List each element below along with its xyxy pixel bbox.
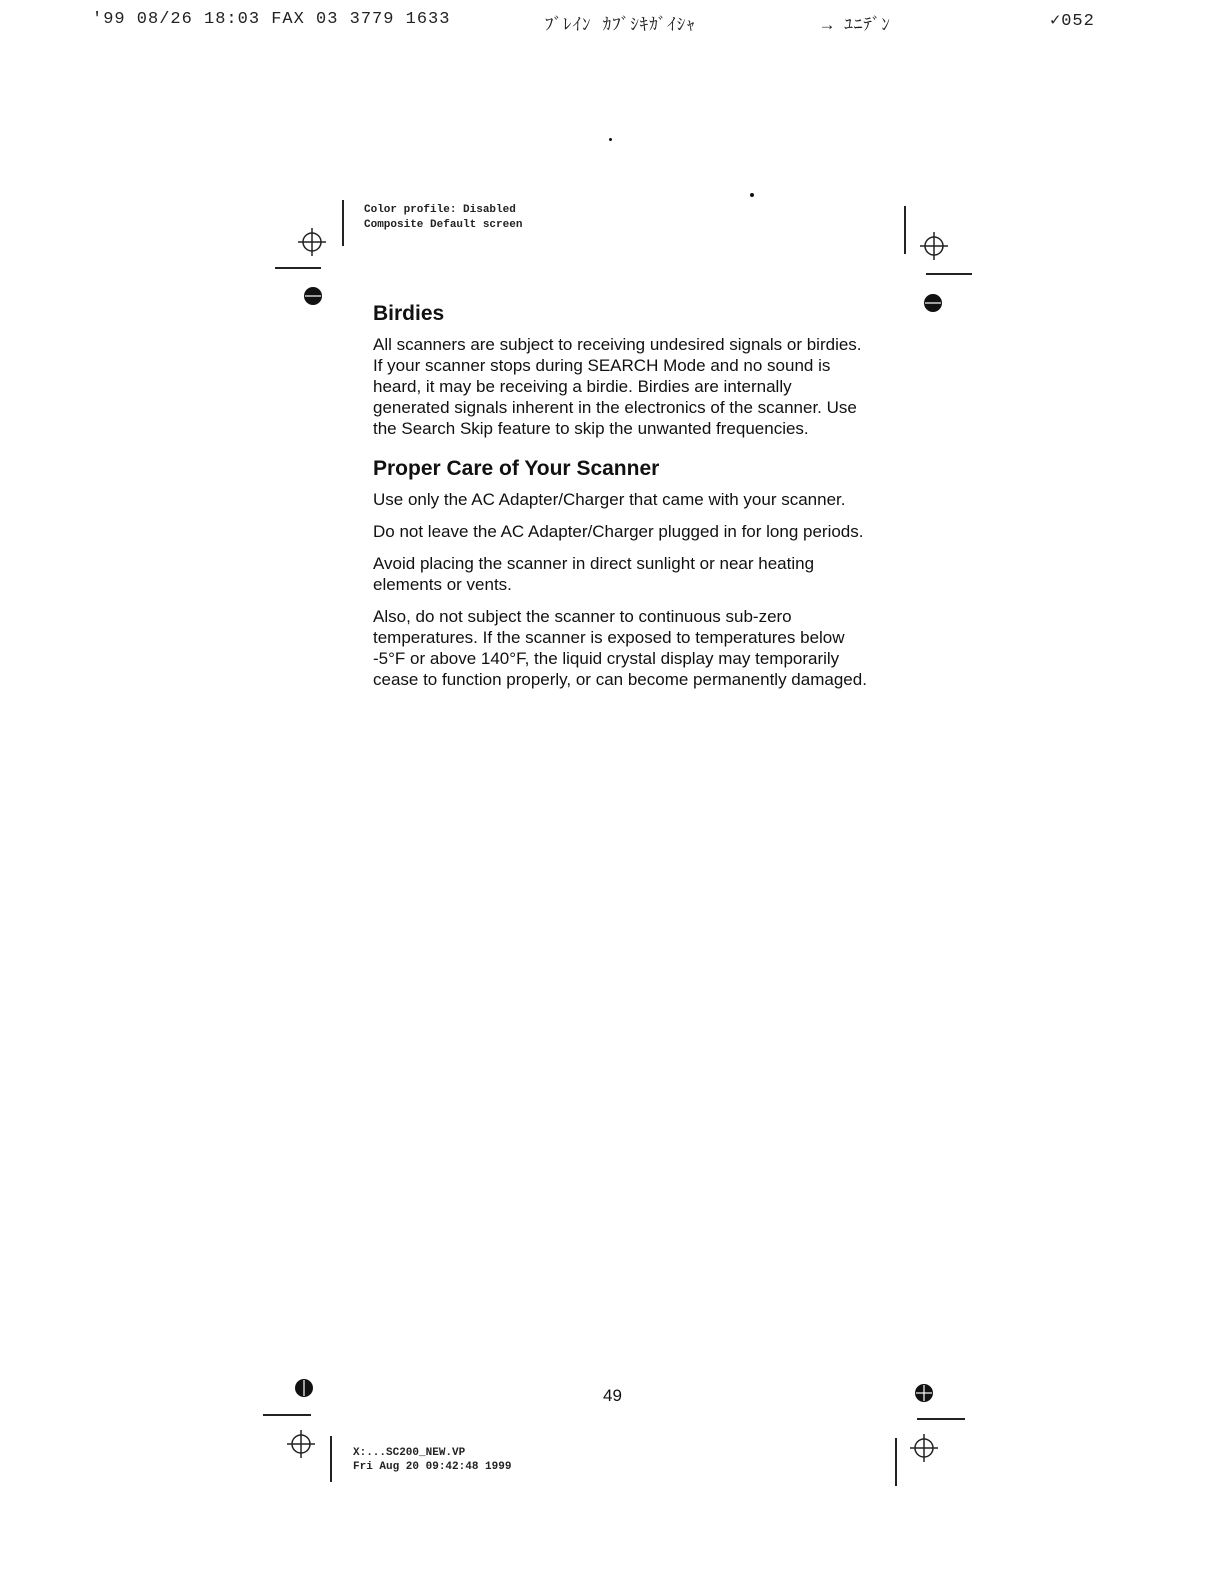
section-heading-care: Proper Care of Your Scanner — [373, 457, 660, 480]
fax-timestamp: '99 08/26 18:03 FAX 03 3779 1633 — [92, 10, 451, 29]
registration-line — [342, 200, 344, 246]
print-info-date: Fri Aug 20 09:42:48 1999 — [353, 1461, 512, 1473]
birdies-paragraph: All scanners are subject to receiving undesired signals or birdies. If your scanner stops during SEARCH Mode and no sound is heard, it may be receiving a birdie. Birdies are internally generated signals inherent in the electronics of the scanner. Use the Search Skip feature to skip the unwanted frequencies. — [373, 335, 862, 438]
registration-dot-icon — [294, 1378, 314, 1398]
registration-line — [926, 273, 972, 275]
registration-crosshair-icon — [918, 230, 950, 262]
registration-line — [917, 1418, 965, 1420]
registration-line — [330, 1436, 332, 1482]
registration-dot-icon — [923, 293, 943, 313]
fax-recipient: → ﾕﾆﾃﾞﾝ — [822, 17, 891, 36]
registration-crosshair-icon — [908, 1432, 940, 1464]
care-paragraph: Avoid placing the scanner in direct sunlight or near heating elements or vents. — [373, 554, 815, 594]
print-info-screen: Composite Default screen — [364, 219, 523, 231]
fax-page-marker: ✓052 — [1050, 12, 1095, 31]
registration-crosshair-icon — [285, 1428, 317, 1460]
section-heading-birdies: Birdies — [373, 302, 445, 325]
print-info-file: X:...SC200_NEW.VP — [353, 1447, 466, 1459]
care-paragraph: Do not leave the AC Adapter/Charger plugged in for long periods. — [373, 522, 864, 541]
registration-dot-icon — [303, 286, 323, 306]
registration-line — [904, 206, 906, 254]
print-info-profile: Color profile: Disabled — [364, 204, 516, 216]
scan-speck — [609, 138, 612, 141]
fax-sender: ﾌﾞﾚｲﾝ ｶﾌﾞｼｷｶﾞｲｼｬ — [545, 17, 696, 36]
registration-crosshair-icon — [296, 226, 328, 258]
registration-line — [263, 1414, 311, 1416]
scan-speck — [750, 193, 754, 197]
page-number: 49 — [603, 1386, 622, 1405]
registration-line — [895, 1438, 897, 1486]
registration-dot-icon — [914, 1383, 934, 1403]
care-paragraph: Use only the AC Adapter/Charger that came with your scanner. — [373, 490, 846, 509]
registration-line — [275, 267, 321, 269]
page-content — [373, 300, 868, 701]
care-paragraph: Also, do not subject the scanner to continuous sub-zero temperatures. If the scanner is exposed to temperatures below -5°F or above 140°F, the liquid crystal display may temporarily cease to function properly, or can become permanently damaged. — [373, 607, 867, 689]
